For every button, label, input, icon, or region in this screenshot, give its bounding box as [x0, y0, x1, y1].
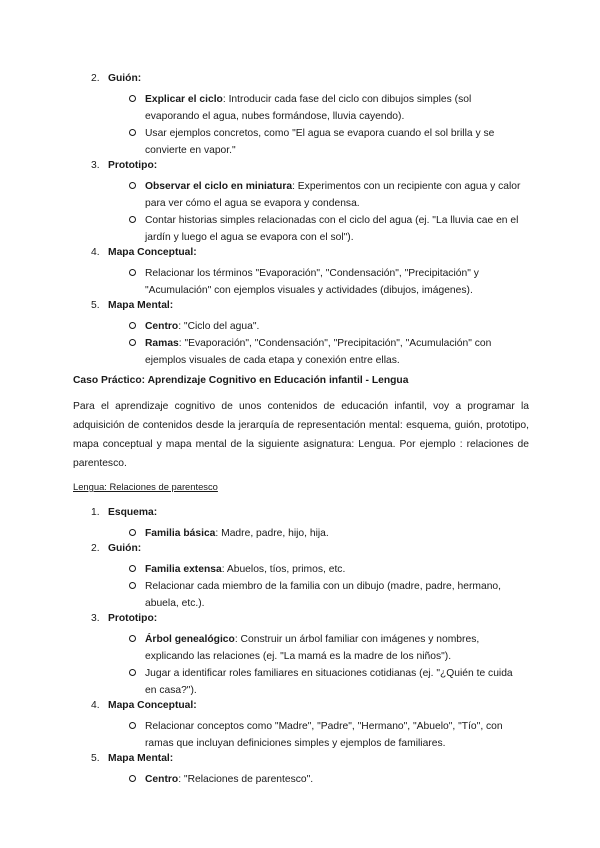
case-paragraph: Para el aprendizaje cognitivo de unos contenidos de educación infantil, voy a programar la adquisición de contenidos desde la jerarquía de representación mental: esquema, guión, prototipo, mapa conceptual y mapa mental de la siguiente asignatura: Lengua. Por ejemplo : relaciones de parentesco. — [73, 401, 529, 469]
list-number: 4. — [91, 247, 100, 258]
kinship-list — [0, 507, 600, 788]
bullet-item — [0, 631, 600, 665]
bullet-item — [0, 178, 600, 212]
bullet-text: Ramas: "Evaporación", "Condensación", "Precipitación", "Acumulación" con ejemplos visuales de cada etapa y conexión entre ellas. — [145, 338, 492, 366]
list-number: 3. — [91, 613, 100, 624]
list-number: 4. — [91, 700, 100, 711]
list-item — [0, 507, 600, 525]
circle-bullet-icon — [129, 182, 136, 189]
list-item — [0, 543, 600, 561]
list-number: 3. — [91, 160, 100, 171]
circle-bullet-icon — [129, 722, 136, 729]
bullet-text: Árbol genealógico: Construir un árbol familiar con imágenes y nombres, explicando las relaciones (ej. "La mamá es la madre de los niños"). — [145, 634, 480, 662]
list-item — [0, 300, 600, 318]
circle-bullet-icon — [129, 635, 136, 642]
cycle-list — [0, 73, 600, 369]
circle-bullet-icon — [129, 775, 136, 782]
bullet-text: Usar ejemplos concretos, como "El agua se evapora cuando el sol brilla y se convierte en vapor." — [145, 128, 495, 156]
list-item — [0, 700, 600, 718]
list-label: Mapa Mental: — [108, 753, 174, 764]
circle-bullet-icon — [129, 129, 136, 136]
list-label: Esquema: — [108, 507, 158, 518]
bullet-text: Familia extensa: Abuelos, tíos, primos, etc. — [145, 564, 346, 575]
bullet-text: Jugar a identificar roles familiares en situaciones cotidianas (ej. "¿Quién te cuida en casa?"). — [145, 668, 513, 696]
bullet-item — [0, 771, 600, 788]
bullet-item — [0, 318, 600, 335]
bullet-item — [0, 718, 600, 752]
circle-bullet-icon — [129, 529, 136, 536]
bullet-text: Familia básica: Madre, padre, hijo, hija. — [145, 528, 329, 539]
bullet-item — [0, 265, 600, 299]
bullet-item — [0, 561, 600, 578]
circle-bullet-icon — [129, 669, 136, 676]
list-label: Guión: — [108, 543, 142, 554]
bullet-item — [0, 212, 600, 246]
bullet-item — [0, 125, 600, 159]
bullet-text: Centro: "Ciclo del agua". — [145, 321, 260, 332]
list-number: 5. — [91, 300, 100, 311]
list-item — [0, 160, 600, 178]
list-item — [0, 247, 600, 265]
circle-bullet-icon — [129, 95, 136, 102]
circle-bullet-icon — [129, 322, 136, 329]
list-number: 5. — [91, 753, 100, 764]
bullet-text: Contar historias simples relacionadas con el ciclo del agua (ej. "La lluvia cae en el jardín y luego el agua se evapora con el sol"). — [145, 215, 519, 243]
circle-bullet-icon — [129, 582, 136, 589]
list-label: Mapa Conceptual: — [108, 700, 197, 711]
bullet-item — [0, 578, 600, 612]
bullet-text: Observar el ciclo en miniatura: Experimentos con un recipiente con agua y calor para ver cómo el agua se evapora y condensa. — [145, 181, 521, 209]
list-label: Guión: — [108, 73, 142, 84]
bullet-text: Centro: "Relaciones de parentesco". — [145, 774, 314, 785]
bullet-text: Relacionar conceptos como "Madre", "Padre", "Hermano", "Abuelo", "Tío", con ramas que incluyan definiciones simples y ejemplos de familiares. — [145, 721, 503, 749]
list-item — [0, 613, 600, 631]
bullet-item — [0, 91, 600, 125]
bullet-item — [0, 665, 600, 699]
circle-bullet-icon — [129, 565, 136, 572]
bullet-text: Relacionar cada miembro de la familia con un dibujo (madre, padre, hermano, abuela, etc.). — [145, 581, 502, 609]
case-heading: Caso Práctico: Aprendizaje Cognitivo en Educación infantil - Lengua — [73, 375, 409, 386]
bullet-text: Explicar el ciclo: Introducir cada fase del ciclo con dibujos simples (sol evaporando el agua, nubes formándose, lluvia cayendo). — [145, 94, 472, 122]
list-number: 2. — [91, 543, 100, 554]
bullet-item — [0, 525, 600, 542]
bullet-text: Relacionar los términos "Evaporación", "Condensación", "Precipitación" y "Acumulación" con ejemplos visuales y actividades (dibujos, imágenes). — [145, 268, 479, 296]
circle-bullet-icon — [129, 216, 136, 223]
list-item — [0, 753, 600, 771]
bullet-item — [0, 335, 600, 369]
circle-bullet-icon — [129, 339, 136, 346]
list-item — [0, 73, 600, 91]
subtitle: Lengua: Relaciones de parentesco — [73, 481, 218, 492]
circle-bullet-icon — [129, 269, 136, 276]
list-label: Prototipo: — [108, 613, 158, 624]
list-label: Prototipo: — [108, 160, 158, 171]
list-label: Mapa Mental: — [108, 300, 174, 311]
list-label: Mapa Conceptual: — [108, 247, 197, 258]
list-number: 1. — [91, 507, 100, 518]
list-number: 2. — [91, 73, 100, 84]
